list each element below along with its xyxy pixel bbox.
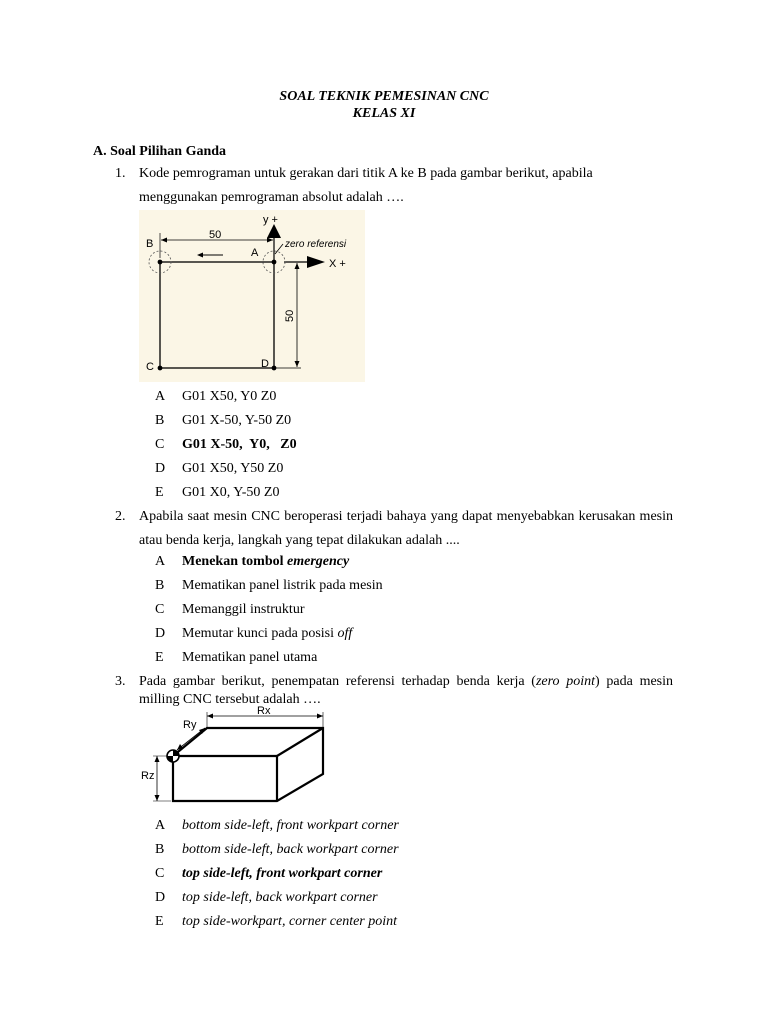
q3-option-d-letter: D: [155, 890, 166, 905]
q2-option-a-emphasis: emergency: [287, 554, 350, 569]
q3-option-b-text: bottom side-left, back workpart corner: [182, 842, 399, 857]
rx-label: Rx: [257, 705, 271, 717]
question-2-line1: Apabila saat mesin CNC beroperasi terjadi bahaya yang dapat menyebabkan kerusakan mesin: [139, 509, 673, 524]
q1-option-e-text: G01 X0, Y-50 Z0: [182, 485, 280, 500]
q1-option-c-letter: C: [155, 437, 165, 452]
q1-option-b-letter: B: [155, 413, 165, 428]
q1-option-a-text: G01 X50, Y0 Z0: [182, 389, 277, 404]
q3-option-c-letter: C: [155, 866, 165, 881]
q2-option-c-letter: C: [155, 602, 165, 617]
q1-option-d-text: G01 X50, Y50 Z0: [182, 461, 284, 476]
point-c-label: C: [146, 361, 154, 373]
q3-option-e-letter: E: [155, 914, 164, 929]
dimension-right: 50: [284, 309, 296, 322]
q3-option-e-text: top side-workpart, corner center point: [182, 914, 398, 929]
q2-option-e-letter: E: [155, 650, 164, 665]
q1-option-a-letter: A: [155, 389, 166, 404]
q2-option-e-text: Mematikan panel utama: [182, 650, 318, 665]
q2-option-a-letter: A: [155, 554, 166, 569]
q2-option-b-text: Mematikan panel listrik pada mesin: [182, 578, 383, 593]
q3-option-c-text: top side-left, front workpart corner: [182, 866, 383, 881]
question-2-line2: atau benda kerja, langkah yang tepat dilakukan adalah ....: [139, 533, 460, 548]
figure-background: [139, 210, 365, 382]
y-axis-label: y +: [263, 214, 278, 226]
q3-option-a-text: bottom side-left, front workpart corner: [182, 818, 399, 833]
q3-option-a-letter: A: [155, 818, 166, 833]
rz-label: Rz: [141, 770, 155, 782]
q2-option-d-letter: D: [155, 626, 166, 641]
ry-label: Ry: [183, 719, 197, 731]
page-subtitle: KELAS XI: [352, 106, 416, 121]
question-1-number: 1.: [115, 166, 126, 181]
question-3-emphasis: zero point: [535, 674, 596, 689]
q1-option-b-text: G01 X-50, Y-50 Z0: [182, 413, 292, 428]
page-title: SOAL TEKNIK PEMESINAN CNC: [279, 89, 489, 104]
question-2-number: 2.: [115, 509, 126, 524]
point-d-label: D: [261, 358, 269, 370]
workpiece-outline: [173, 728, 323, 801]
section-heading: A. Soal Pilihan Ganda: [93, 144, 227, 159]
q3-option-d-text: top side-left, back workpart corner: [182, 890, 378, 905]
point-a-label: A: [251, 247, 259, 259]
q2-option-a-text: Menekan tombol emergency: [182, 554, 350, 569]
question-1-line1: Kode pemrograman untuk gerakan dari titik A ke B pada gambar berikut, apabila: [139, 166, 593, 181]
q2-option-c-text: Memanggil instruktur: [182, 602, 305, 617]
q2-option-b-letter: B: [155, 578, 165, 593]
q2-option-d-emphasis: off: [337, 626, 353, 641]
figure-square-coordinates: [139, 210, 365, 382]
q1-option-e-letter: E: [155, 485, 164, 500]
q1-option-d-letter: D: [155, 461, 166, 476]
point-b-label: B: [146, 238, 154, 250]
question-1-line2: menggunakan pemrograman absolut adalah ….: [139, 190, 404, 205]
q1-option-c-text: G01 X-50, Y0, Z0: [182, 437, 297, 452]
question-3-line2: milling CNC tersebut adalah ….: [139, 692, 321, 707]
x-axis-label: X +: [329, 258, 346, 270]
question-3-number: 3.: [115, 674, 126, 689]
question-3-line1: Pada gambar berikut, penempatan referensi terhadap benda kerja (zero point) pada mesin: [139, 674, 674, 689]
dimension-top: 50: [209, 229, 222, 241]
zero-reference-label: zero referensi: [285, 239, 347, 250]
q3-option-b-letter: B: [155, 842, 165, 857]
q2-option-d-text: Memutar kunci pada posisi off: [182, 626, 353, 641]
figure-workpiece-box: [139, 704, 329, 808]
